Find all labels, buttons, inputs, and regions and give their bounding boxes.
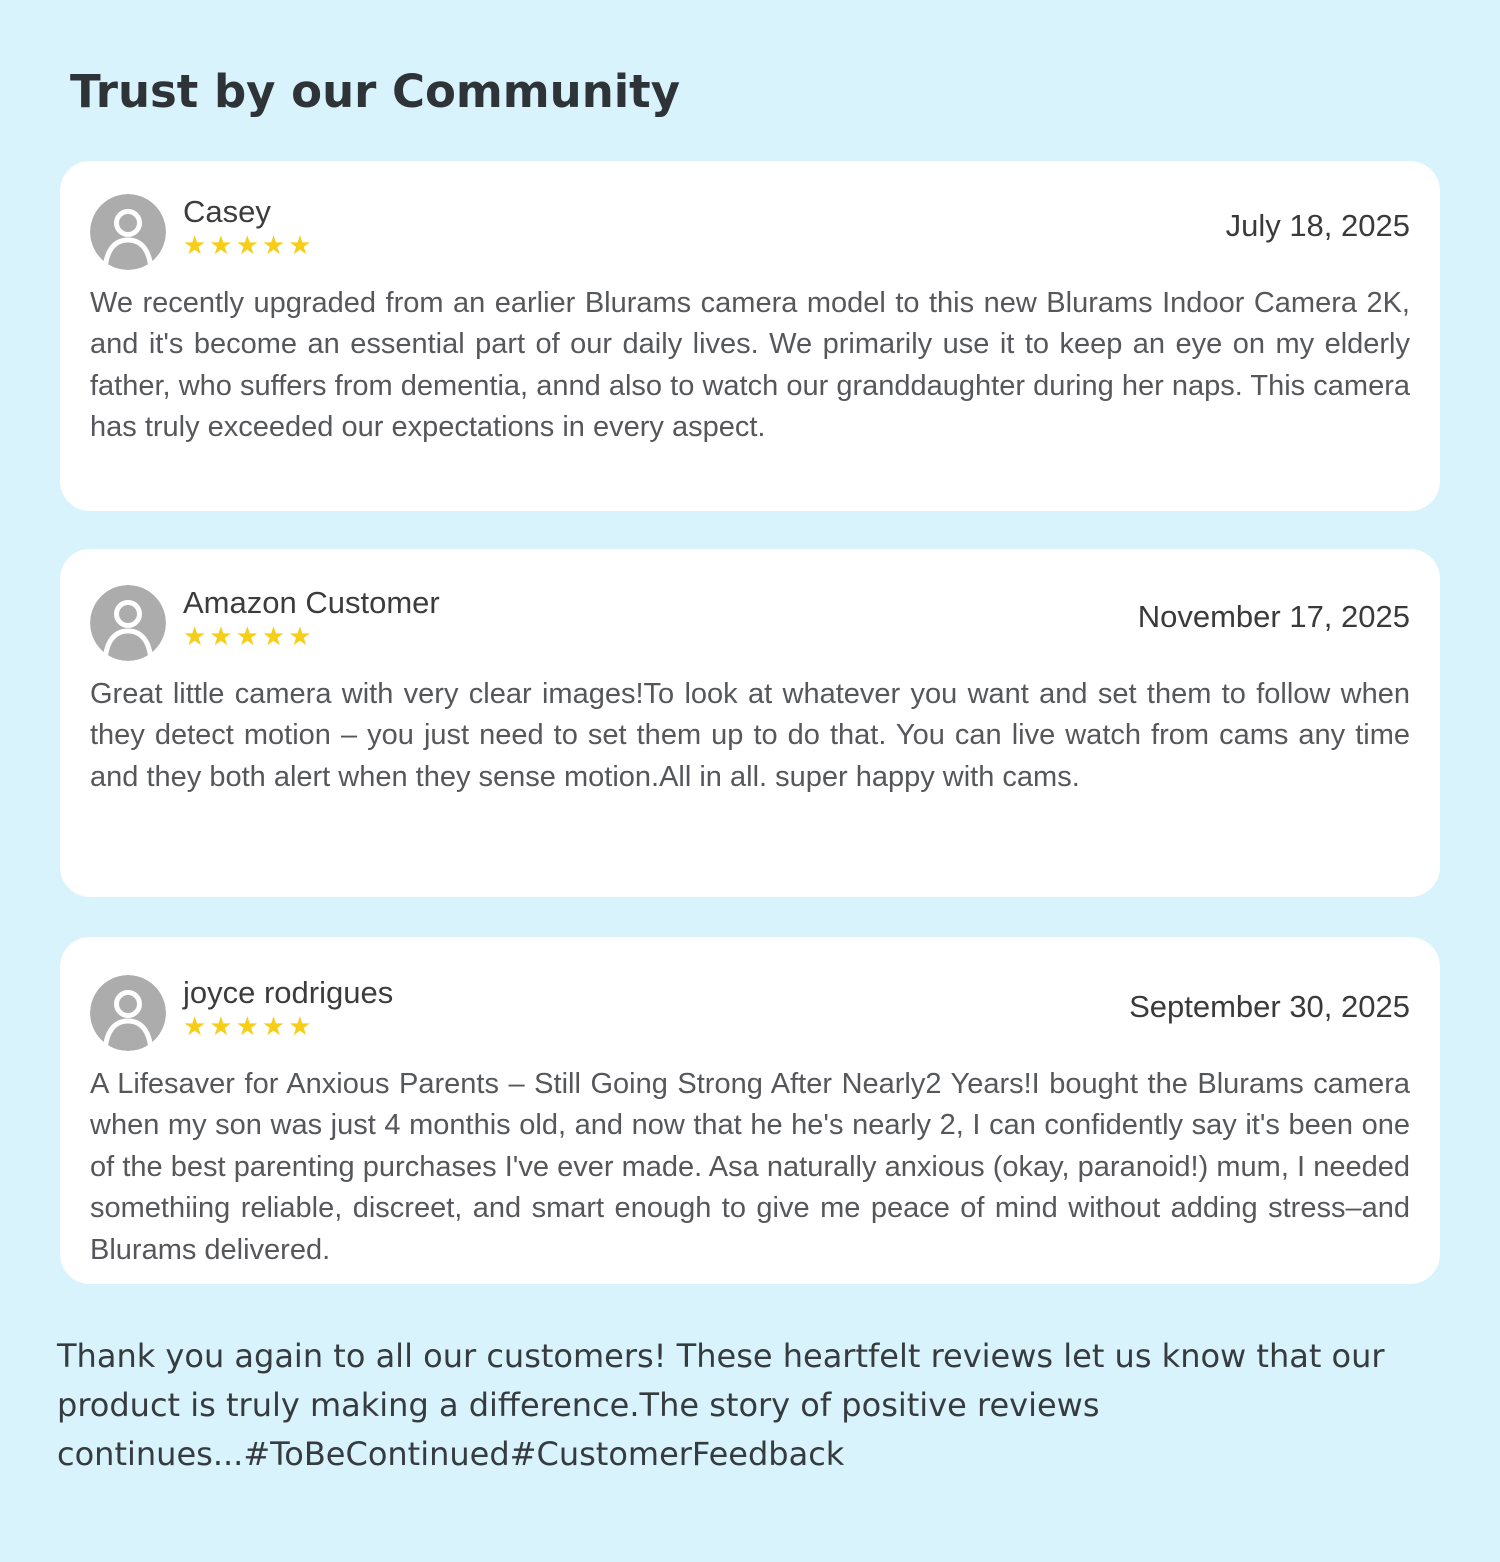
person-icon [90,975,166,1051]
reviewer-name: Casey [183,193,271,229]
review-card-header [90,975,1410,1051]
reviewer-identity [183,585,440,651]
reviewer-identity [183,975,393,1041]
review-card [60,937,1440,1284]
review-date: November 17, 2025 [1137,598,1410,634]
thank-you-note: Thank you again to all our customers! These heartfelt reviews let us know that our product is truly making a difference.The story of positive reviews continues...#ToBeContinued#CustomerFeedback [57,1336,1385,1473]
reviewer-identity [183,194,315,260]
star-rating: ★★★★★ [183,622,315,653]
review-card [60,161,1440,511]
review-text: We recently upgraded from an earlier Blurams camera model to this new Blurams Indoor Camera 2K, and it's become an essential part of our daily lives. We primarily use it to keep an eye on my elderly father, who suffers from dementia, annd also to watch our granddaughter during her naps. This camera has truly exceeded our expectations in every aspect. [90,286,1410,444]
review-text: A Lifesaver for Anxious Parents – Still Going Strong After Nearly2 Years!I bought the Blurams camera when my son was just 4 monthis old, and now that he he's nearly 2, I can confidently say it's been one of the best parenting purchases I've ever made. Asa naturally anxious (okay, paranoid!) mum, I needed somethiing reliable, discreet, and smart enough to give me peace of mind without adding stress–and Blurams delivered. [90,1067,1410,1266]
avatar [90,585,166,661]
review-date: September 30, 2025 [1129,988,1410,1024]
review-card-header [90,585,1410,661]
review-text: Great little camera with very clear images!To look at whatever you want and set them to follow when they detect motion – you just need to set them up to do that. You can live watch from cams any time and they both alert when they sense motion.All in all. super happy with cams. [90,677,1410,793]
person-icon [90,194,166,270]
review-card [60,549,1440,897]
star-rating: ★★★★★ [183,231,315,262]
avatar [90,194,166,270]
reviewer-name: Amazon Customer [183,584,440,620]
person-icon [90,585,166,661]
avatar [90,975,166,1051]
page-title: Trust by our Community [70,65,681,118]
reviewer-name: joyce rodrigues [183,974,394,1010]
star-rating: ★★★★★ [183,1012,315,1043]
review-card-header [90,194,1410,270]
review-date: July 18, 2025 [1225,207,1410,243]
